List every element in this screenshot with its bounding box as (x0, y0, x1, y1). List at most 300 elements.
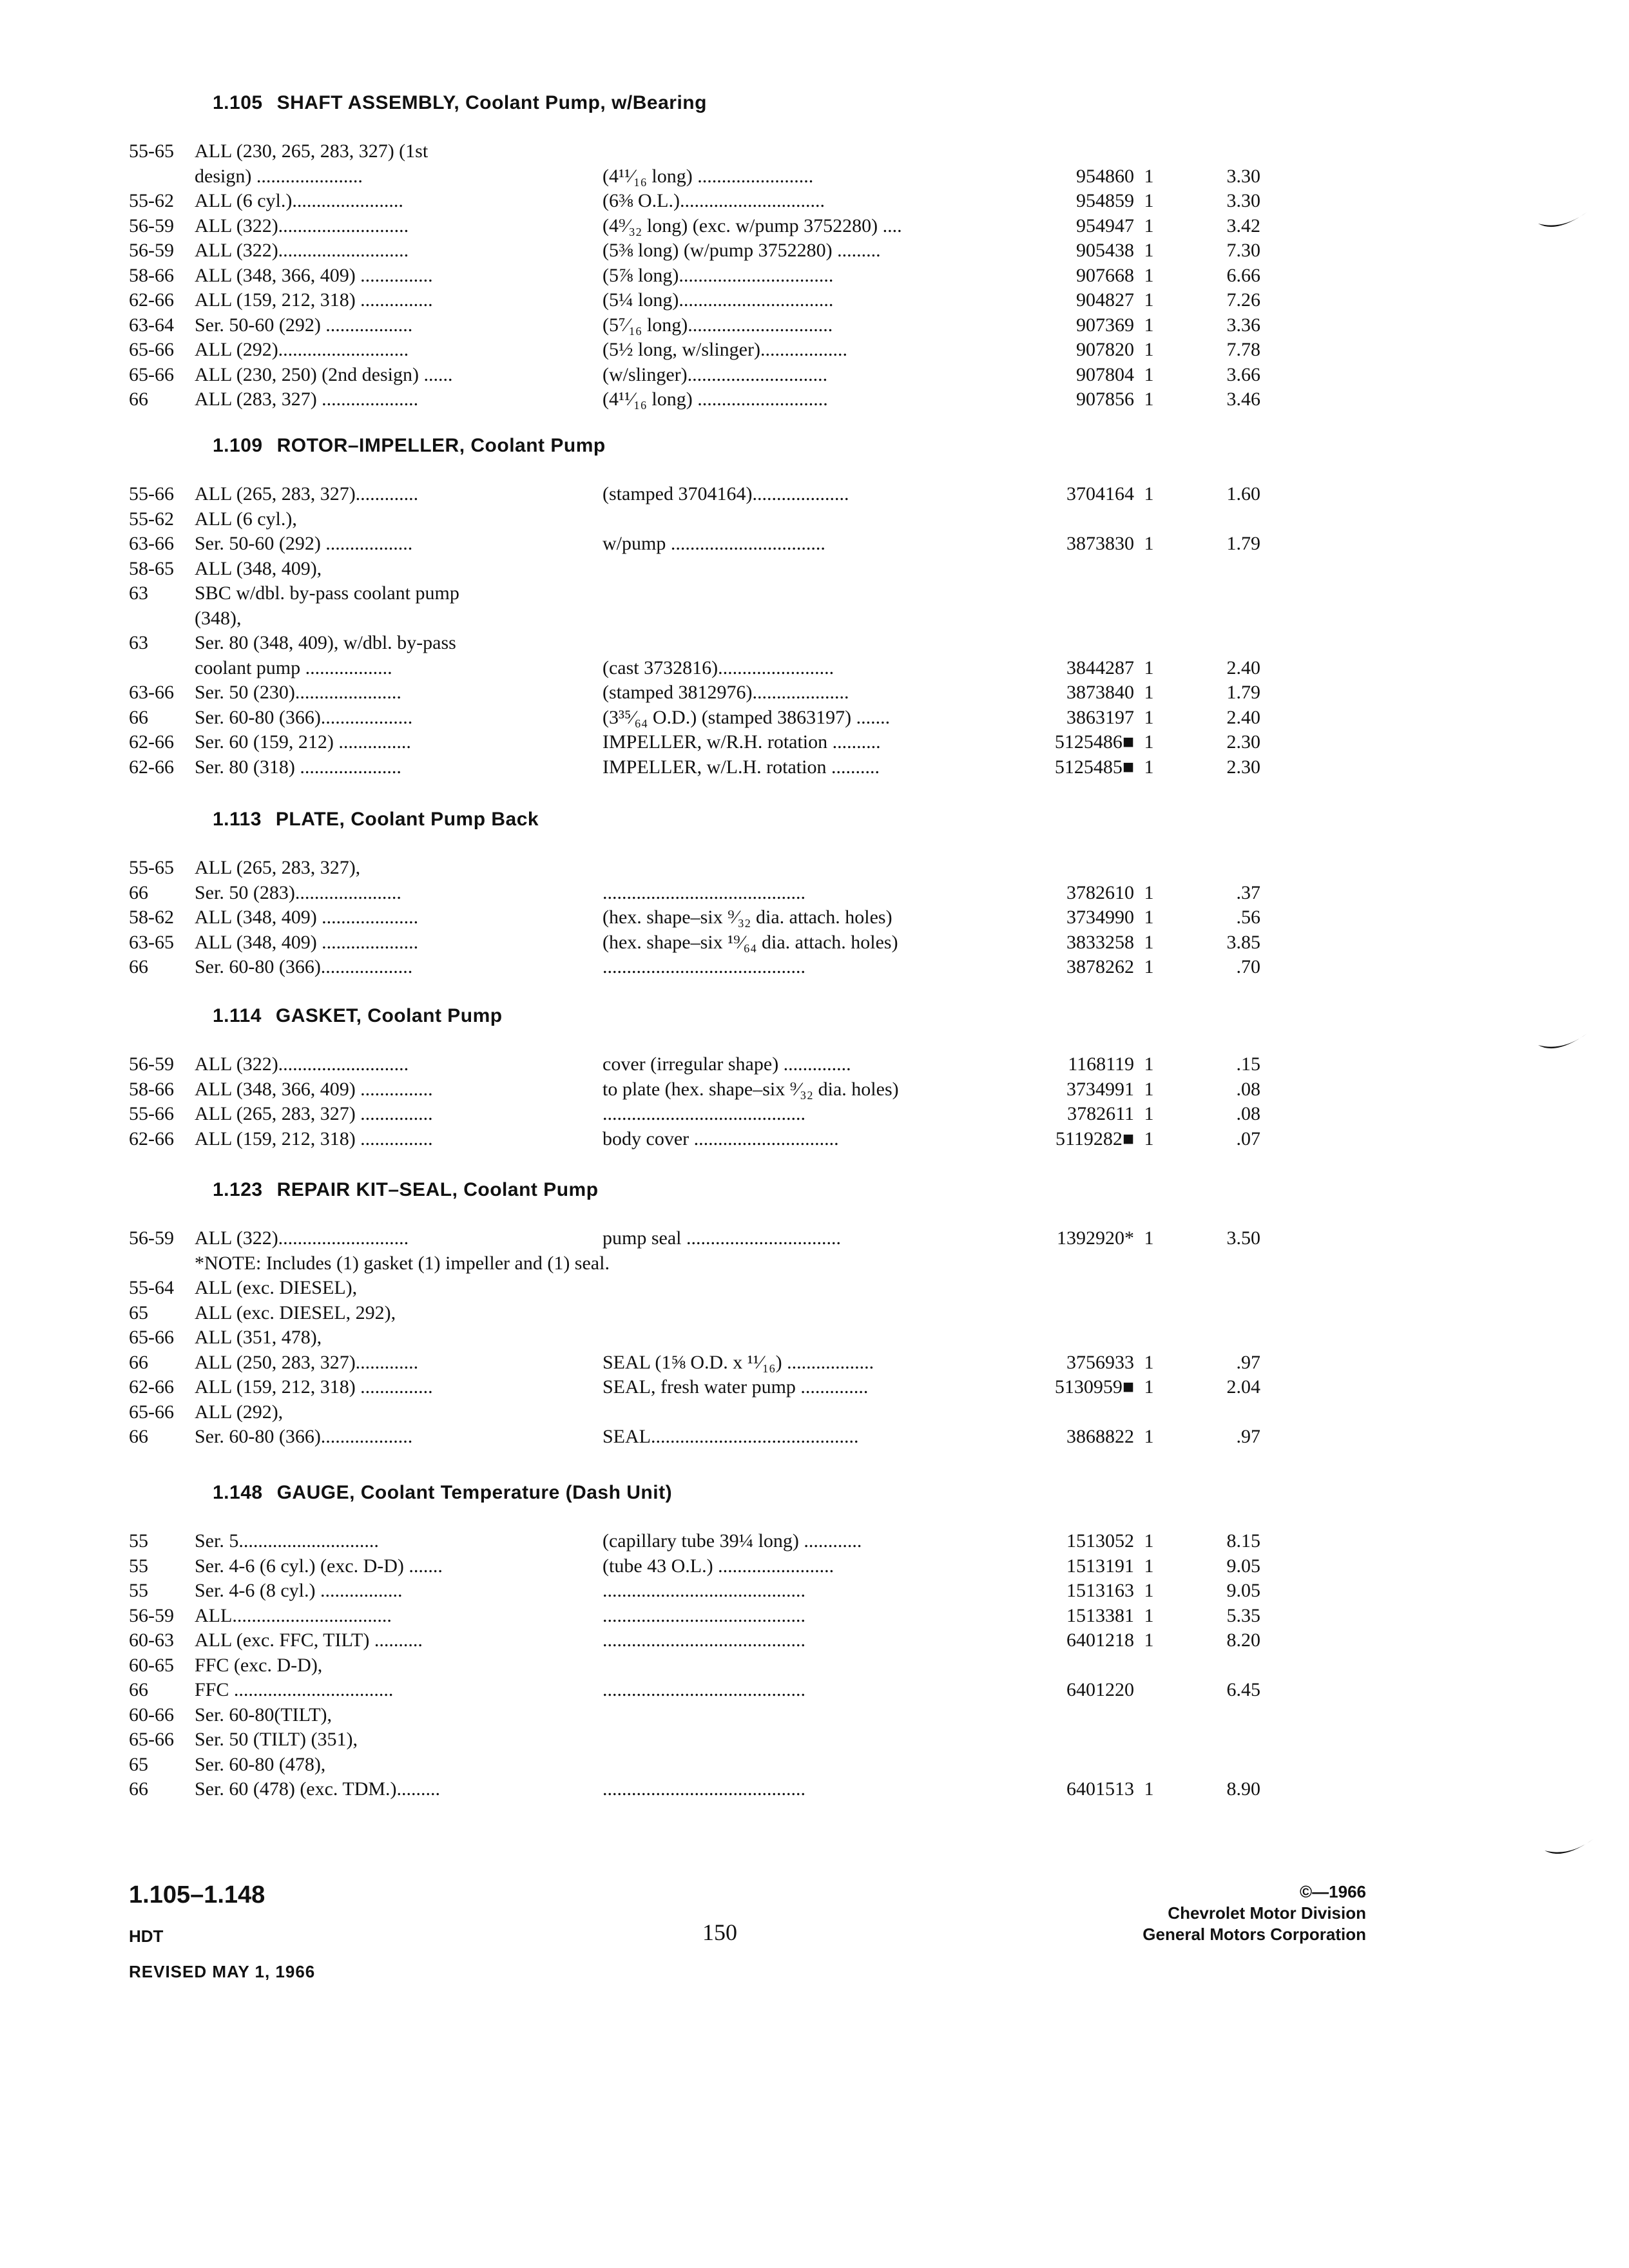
part-number: 1513163 (1066, 1580, 1134, 1601)
description: SEAL........................................... (602, 1426, 859, 1447)
model-years: 58-66 (129, 1078, 174, 1100)
section-number: 1.105 (213, 92, 263, 113)
catalog-section (129, 805, 1289, 980)
model-years: 55 (129, 1530, 148, 1552)
application: Ser. 60-80 (366)................... (195, 1426, 413, 1447)
parts-row (129, 313, 1289, 338)
model-years: 55-64 (129, 1277, 174, 1298)
part-number: 3782611 (1067, 1103, 1134, 1124)
price: 2.30 (1226, 756, 1260, 778)
parts-row (129, 164, 1289, 189)
description: .......................................... (602, 1679, 805, 1700)
description: IMPELLER, w/R.H. rotation .......... (602, 731, 881, 753)
part-number: 954859 (1076, 190, 1134, 211)
description: pump seal ................................ (602, 1227, 841, 1249)
model-years: 66 (129, 1679, 148, 1700)
section-number: 1.109 (213, 435, 263, 456)
price: .97 (1236, 1426, 1260, 1447)
price: .07 (1236, 1128, 1260, 1149)
model-years: 60-65 (129, 1654, 174, 1676)
price: 3.50 (1226, 1227, 1260, 1249)
quantity: 1 (1144, 1604, 1154, 1626)
quantity: 1 (1144, 1053, 1154, 1075)
price: .56 (1236, 907, 1260, 928)
description: SEAL (1⅝ O.D. x ¹¹⁄₁₆) .................. (602, 1351, 874, 1373)
quantity: 1 (1144, 1530, 1154, 1552)
parts-row (129, 905, 1289, 930)
quantity: 1 (1144, 1580, 1154, 1601)
price: 2.30 (1226, 731, 1260, 753)
model-years: 66 (129, 956, 148, 977)
quantity: 1 (1144, 706, 1154, 728)
section-heading (213, 89, 1373, 117)
price: 5.35 (1226, 1604, 1260, 1626)
price: 6.66 (1226, 264, 1260, 286)
application: Ser. 80 (348, 409), w/dbl. by-pass (195, 632, 456, 653)
catalog-section (129, 1479, 1289, 1802)
section-number: 1.114 (213, 1005, 262, 1026)
part-number: 3833258 (1066, 931, 1134, 953)
model-years: 62-66 (129, 731, 174, 753)
section-number: 1.113 (213, 809, 262, 830)
description: (5½ long, w/slinger).................. (602, 339, 847, 360)
quantity: 1 (1144, 1426, 1154, 1447)
price: .37 (1236, 881, 1260, 903)
application: Ser. 50-60 (292) .................. (195, 533, 413, 554)
application: Ser. 60 (159, 212) ............... (195, 731, 411, 753)
price: .15 (1236, 1053, 1260, 1075)
part-number: 1513191 (1066, 1555, 1134, 1577)
price: 3.85 (1226, 931, 1260, 953)
description: (capillary tube 39¼ long) ............ (602, 1530, 862, 1552)
application: ALL (159, 212, 318) ............... (195, 289, 433, 311)
application: SBC w/dbl. by-pass coolant pump (195, 582, 459, 604)
parts-row (129, 1301, 1289, 1326)
parts-row (129, 139, 1289, 164)
model-years: 66 (129, 389, 148, 410)
model-years: 55-62 (129, 190, 174, 211)
application: ALL (322)........................... (195, 1227, 409, 1249)
parts-row (129, 755, 1289, 780)
application: ALL (230, 265, 283, 327) (1st (195, 140, 429, 162)
application: ALL (159, 212, 318) ............... (195, 1128, 433, 1149)
price: .97 (1236, 1351, 1260, 1373)
parts-row (129, 338, 1289, 363)
parts-row (129, 1554, 1289, 1579)
note-row (129, 1251, 1289, 1276)
catalog-section (129, 432, 1289, 780)
quantity: 1 (1144, 289, 1154, 311)
description: (hex. shape–six ⁹⁄₃₂ dia. attach. holes) (602, 907, 892, 928)
part-number: 3704164 (1066, 483, 1134, 505)
application: ALL (250, 283, 327)............. (195, 1351, 419, 1373)
quantity: 1 (1144, 1555, 1154, 1577)
section-subtitle: , Coolant Pump (356, 1005, 503, 1026)
model-years: 63-66 (129, 682, 174, 703)
application: design) ...................... (195, 165, 363, 187)
footer-copyright: ©—1966 (1300, 1882, 1366, 1901)
description: (hex. shape–six ¹⁹⁄₆₄ dia. attach. holes) (602, 931, 898, 953)
quantity: 1 (1144, 1629, 1154, 1651)
application: Ser. 5............................. (195, 1530, 379, 1552)
application: Ser. 50-60 (292) .................. (195, 314, 413, 336)
part-number: 1168119 (1068, 1053, 1134, 1075)
model-years: 60-66 (129, 1704, 174, 1725)
part-number: 3734991 (1066, 1078, 1134, 1100)
model-years: 63-66 (129, 533, 174, 554)
price: 8.15 (1226, 1530, 1260, 1552)
application: ALL (322)........................... (195, 1053, 409, 1075)
description: (4¹¹⁄₁₆ long) ........................ (602, 165, 814, 187)
footer-division: Chevrolet Motor Division (1168, 1903, 1366, 1923)
footer-code: HDT (129, 1927, 164, 1946)
parts-row (129, 288, 1289, 313)
quantity: 1 (1144, 907, 1154, 928)
part-number: 3868822 (1066, 1426, 1134, 1447)
price: 2.40 (1226, 706, 1260, 728)
model-years: 66 (129, 706, 148, 728)
parts-row (129, 930, 1289, 956)
application: Ser. 50 (TILT) (351), (195, 1729, 358, 1750)
model-years: 55-65 (129, 857, 174, 878)
quantity: 1 (1144, 931, 1154, 953)
part-number: 904827 (1076, 289, 1134, 311)
parts-row (129, 581, 1289, 606)
quantity: 1 (1144, 881, 1154, 903)
application: ALL (322)........................... (195, 240, 409, 261)
section-title: GASKET (275, 1005, 356, 1026)
price: 3.36 (1226, 314, 1260, 336)
section-title: GAUGE (276, 1482, 350, 1503)
quantity: 1 (1144, 314, 1154, 336)
model-years: 65 (129, 1302, 148, 1323)
application: ALL (6 cyl.)....................... (195, 190, 403, 211)
description: (4⁹⁄₃₂ long) (exc. w/pump 3752280) .... (602, 215, 902, 236)
part-number: 5130959■ (1054, 1376, 1134, 1398)
description: (cast 3732816)........................ (602, 657, 834, 678)
price: 7.26 (1226, 289, 1260, 311)
model-years: 65-66 (129, 1401, 174, 1423)
quantity: 1 (1144, 682, 1154, 703)
model-years: 58-65 (129, 557, 174, 579)
parts-row (129, 363, 1289, 388)
price: 8.20 (1226, 1629, 1260, 1651)
description: (4¹¹⁄₁₆ long) ........................... (602, 389, 828, 410)
price: 1.79 (1226, 533, 1260, 554)
part-number: 954860 (1076, 165, 1134, 187)
price: 3.46 (1226, 389, 1260, 410)
application: ALL (159, 212, 318) ............... (195, 1376, 433, 1398)
part-number: 3782610 (1066, 881, 1134, 903)
parts-row (129, 1226, 1289, 1251)
description: .......................................... (602, 956, 805, 977)
quantity: 1 (1144, 1351, 1154, 1373)
binding-hole-mark-icon (1537, 1031, 1588, 1057)
parts-row (129, 881, 1289, 906)
model-years: 66 (129, 1426, 148, 1447)
parts-row (129, 387, 1289, 412)
price: 7.78 (1226, 339, 1260, 360)
parts-row (129, 1604, 1289, 1629)
application: Ser. 60 (478) (exc. TDM.)......... (195, 1778, 441, 1800)
description: body cover .............................. (602, 1128, 839, 1149)
model-years: 65-66 (129, 1327, 174, 1348)
model-years: 65-66 (129, 363, 174, 385)
application: ALL (348, 409), (195, 557, 322, 579)
description: to plate (hex. shape–six ⁹⁄₃₂ dia. holes) (602, 1078, 899, 1100)
description: (6⅜ O.L.).............................. (602, 190, 825, 211)
model-years: 62-66 (129, 1128, 174, 1149)
model-years: 56-59 (129, 1604, 174, 1626)
quantity: 1 (1144, 483, 1154, 505)
part-number: 3756933 (1066, 1351, 1134, 1373)
description: (5⅜ long) (w/pump 3752280) ......... (602, 240, 881, 261)
part-number: 907369 (1076, 314, 1134, 336)
description: .......................................... (602, 1629, 805, 1651)
part-number: 6401513 (1066, 1778, 1134, 1800)
description: (stamped 3812976).................... (602, 682, 849, 703)
part-number: 1513052 (1066, 1530, 1134, 1552)
application: Ser. 50 (230)...................... (195, 682, 401, 703)
application: FFC ................................. (195, 1679, 394, 1700)
application: ALL (348, 409) .................... (195, 907, 419, 928)
application: coolant pump .................. (195, 657, 392, 678)
application: Ser. 4-6 (8 cyl.) ................. (195, 1580, 403, 1601)
description: (stamped 3704164).................... (602, 483, 849, 505)
price: 1.60 (1226, 483, 1260, 505)
application: ALL (exc. DIESEL), (195, 1277, 358, 1298)
section-number: 1.148 (213, 1482, 263, 1503)
application: ALL (exc. FFC, TILT) .......... (195, 1629, 423, 1651)
application: ALL (348, 409) .................... (195, 931, 419, 953)
quantity: 1 (1144, 339, 1154, 360)
model-years: 63-65 (129, 931, 174, 953)
parts-row (129, 1727, 1289, 1753)
part-number: 6401218 (1066, 1629, 1134, 1651)
model-years: 58-62 (129, 907, 174, 928)
description: .......................................... (602, 1604, 805, 1626)
parts-row (129, 264, 1289, 289)
price: 9.05 (1226, 1555, 1260, 1577)
description: .......................................... (602, 881, 805, 903)
model-years: 62-66 (129, 1376, 174, 1398)
model-years: 58-66 (129, 264, 174, 286)
section-subtitle: , Coolant Pump, w/Bearing (454, 92, 707, 113)
application: Ser. 60-80 (478), (195, 1753, 326, 1775)
parts-row (129, 680, 1289, 706)
section-title: ROTOR–IMPELLER (276, 435, 459, 456)
parts-row (129, 532, 1289, 557)
model-years: 56-59 (129, 215, 174, 236)
application: ALL (348, 366, 409) ............... (195, 1078, 433, 1100)
parts-row (129, 189, 1289, 214)
part-number: 907856 (1076, 389, 1134, 410)
section-number: 1.123 (213, 1179, 263, 1200)
model-years: 62-66 (129, 756, 174, 778)
quantity: 1 (1144, 956, 1154, 977)
price: 3.42 (1226, 215, 1260, 236)
price: .08 (1236, 1078, 1260, 1100)
quantity: 1 (1144, 657, 1154, 678)
model-years: 55 (129, 1555, 148, 1577)
parts-row (129, 507, 1289, 532)
application: ALL (348, 366, 409) ............... (195, 264, 433, 286)
description: (5¼ long)................................ (602, 289, 834, 311)
part-number: 5119282■ (1055, 1128, 1134, 1149)
parts-row (129, 1529, 1289, 1554)
application: ALL (265, 283, 327)............. (195, 483, 419, 505)
price: 3.66 (1226, 363, 1260, 385)
parts-row (129, 706, 1289, 731)
quantity: 1 (1144, 533, 1154, 554)
part-number: 5125485■ (1054, 756, 1134, 778)
section-title: REPAIR KIT–SEAL (276, 1179, 452, 1200)
description: (5⅞ long)................................ (602, 264, 834, 286)
model-years: 55-62 (129, 508, 174, 530)
binding-hole-mark-icon (1543, 1836, 1595, 1862)
description: .......................................... (602, 1103, 805, 1124)
model-years: 66 (129, 1351, 148, 1373)
parts-row (129, 1127, 1289, 1152)
model-years: 56-59 (129, 240, 174, 261)
section-subtitle: , Coolant Pump (452, 1179, 599, 1200)
application: ALL (292)........................... (195, 339, 409, 360)
price: 1.79 (1226, 682, 1260, 703)
model-years: 65-66 (129, 339, 174, 360)
parts-row (129, 1350, 1289, 1376)
section-subtitle: , Coolant Temperature (Dash Unit) (349, 1482, 673, 1503)
part-number: 954947 (1076, 215, 1134, 236)
catalog-section (129, 1176, 1289, 1450)
quantity: 1 (1144, 1128, 1154, 1149)
model-years: 56-59 (129, 1227, 174, 1249)
parts-row (129, 730, 1289, 755)
model-years: 60-63 (129, 1629, 174, 1651)
description: .......................................... (602, 1778, 805, 1800)
parts-row (129, 1653, 1289, 1678)
application: ALL (exc. DIESEL, 292), (195, 1302, 396, 1323)
part-number: 905438 (1076, 240, 1134, 261)
part-number: 3863197 (1066, 706, 1134, 728)
quantity: 1 (1144, 165, 1154, 187)
part-number: 5125486■ (1054, 731, 1134, 753)
price: 8.90 (1226, 1778, 1260, 1800)
application: ALL (351, 478), (195, 1327, 322, 1348)
price: 3.30 (1226, 165, 1260, 187)
description: (3³⁵⁄₆₄ O.D.) (stamped 3863197) ....... (602, 706, 891, 728)
application: Ser. 60-80 (366)................... (195, 956, 413, 977)
quantity: 1 (1144, 756, 1154, 778)
description: .......................................... (602, 1580, 805, 1601)
quantity: 1 (1144, 1078, 1154, 1100)
part-number: 3734990 (1066, 907, 1134, 928)
price: 3.30 (1226, 190, 1260, 211)
page-number: 150 (702, 1919, 737, 1945)
price: 7.30 (1226, 240, 1260, 261)
application: ALL (265, 283, 327), (195, 857, 361, 878)
model-years: 55-66 (129, 483, 174, 505)
part-number: 1513381 (1066, 1604, 1134, 1626)
model-years: 55-65 (129, 140, 174, 162)
price: 9.05 (1226, 1580, 1260, 1601)
footer-revised-date: REVISED MAY 1, 1966 (129, 1962, 316, 1981)
quantity: 1 (1144, 1778, 1154, 1800)
description: cover (irregular shape) .............. (602, 1053, 851, 1075)
section-subtitle: , Coolant Pump (459, 435, 606, 456)
parts-row (129, 214, 1289, 239)
quantity: 1 (1144, 1227, 1154, 1249)
parts-row (129, 1579, 1289, 1604)
part-number: 3873830 (1066, 533, 1134, 554)
application: Ser. 50 (283)...................... (195, 881, 401, 903)
parts-row (129, 557, 1289, 582)
binding-hole-mark-icon (1537, 209, 1588, 235)
price: 6.45 (1226, 1679, 1260, 1700)
catalog-section (129, 89, 1289, 412)
section-heading (213, 805, 1373, 834)
section-title: PLATE (275, 809, 340, 830)
section-heading (213, 432, 1373, 460)
part-number: 6401220 (1066, 1679, 1134, 1700)
parts-row (129, 1628, 1289, 1653)
model-years: 63 (129, 582, 148, 604)
application: Ser. 80 (318) ..................... (195, 756, 401, 778)
model-years: 62-66 (129, 289, 174, 311)
application: ALL (6 cyl.), (195, 508, 297, 530)
quantity: 1 (1144, 240, 1154, 261)
price: .70 (1236, 956, 1260, 977)
model-years: 66 (129, 1778, 148, 1800)
model-years: 63-64 (129, 314, 174, 336)
part-number: 1392920* (1057, 1227, 1134, 1249)
parts-row (129, 606, 1289, 631)
parts-row (129, 1703, 1289, 1728)
section-subtitle: , Coolant Pump Back (339, 809, 539, 830)
model-years: 56-59 (129, 1053, 174, 1075)
footnote-text: *NOTE: Includes (1) gasket (1) impeller and (1) seal. (195, 1252, 610, 1274)
application: Ser. 60-80(TILT), (195, 1704, 333, 1725)
part-number: 907804 (1076, 363, 1134, 385)
description: SEAL, fresh water pump .............. (602, 1376, 869, 1398)
application: Ser. 4-6 (6 cyl.) (exc. D-D) ....... (195, 1555, 443, 1577)
parts-row (129, 1077, 1289, 1102)
parts-row (129, 238, 1289, 264)
parts-row (129, 1678, 1289, 1703)
description: w/pump ................................ (602, 533, 825, 554)
price: 2.04 (1226, 1376, 1260, 1398)
footer-section-range: 1.105–1.148 (129, 1881, 265, 1908)
quantity: 1 (1144, 190, 1154, 211)
description: (w/slinger)............................. (602, 363, 828, 385)
price: .08 (1236, 1103, 1260, 1124)
section-heading (213, 1176, 1373, 1204)
application: Ser. 60-80 (366)................... (195, 706, 413, 728)
parts-row (129, 856, 1289, 881)
parts-row (129, 1052, 1289, 1077)
application: ALL (230, 250) (2nd design) ...... (195, 363, 453, 385)
catalog-section (129, 1002, 1289, 1151)
model-years: 66 (129, 881, 148, 903)
model-years: 65-66 (129, 1729, 174, 1750)
description: (tube 43 O.L.) ........................ (602, 1555, 834, 1577)
parts-row (129, 1753, 1289, 1778)
quantity: 1 (1144, 389, 1154, 410)
model-years: 63 (129, 632, 148, 653)
parts-row (129, 631, 1289, 656)
parts-row (129, 482, 1289, 507)
quantity: 1 (1144, 264, 1154, 286)
section-heading (213, 1479, 1373, 1507)
